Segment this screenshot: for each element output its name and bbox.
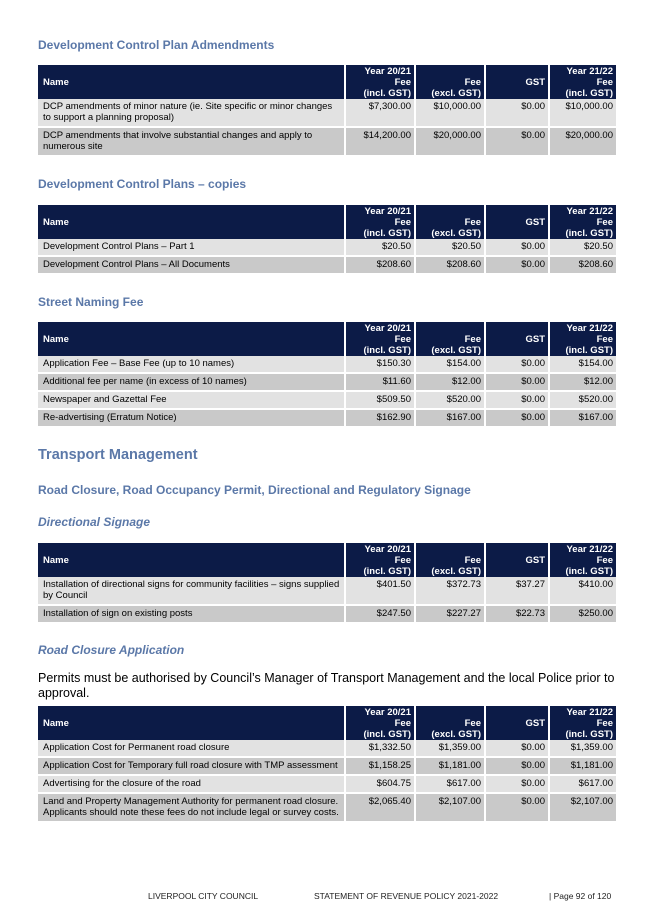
table-row [38,356,616,373]
column-header-year2021-fee [345,322,415,356]
column-header-fee-excl-gst [415,205,485,239]
fee-excl-gst-cell: $12.00 [415,373,485,391]
table-row [38,605,616,623]
column-header-year2021-fee [345,706,415,740]
column-header-gst [485,322,549,356]
column-header-line: Name [43,554,69,566]
column-header-line: Year 20/21 [364,65,411,77]
column-header-year2021-fee [345,543,415,577]
table-header-row [38,543,616,577]
column-header-gst [485,65,549,99]
section-heading-street-naming: Street Naming Fee [38,295,144,309]
gst-cell: $0.00 [485,356,549,373]
column-header-line: Year 21/22 [566,205,613,217]
fee-name-cell: Application Fee – Base Fee (up to 10 names) [38,356,345,373]
gst-cell: $0.00 [485,99,549,127]
table-header-row [38,65,616,99]
table-row [38,256,616,274]
column-header-line [489,729,545,740]
fee-name-cell: Newspaper and Gazettal Fee [38,391,345,409]
fee-year2122-cell: $1,181.00 [549,757,616,775]
column-header-line: (excl. GST) [431,565,481,577]
column-header-line [43,345,341,356]
column-header-line: Year 20/21 [364,322,411,334]
column-header-line [43,707,341,718]
fee-name-cell: DCP amendments of minor nature (ie. Site specific or minor changes to support a planning proposal) [38,99,345,127]
fee-year2021-cell: $401.50 [345,577,415,605]
fee-name-cell: Land and Property Management Authority for permanent road closure. Applicants should note these fees do not include legal or survey costs. [38,793,345,822]
table-row [38,99,616,127]
fee-year2021-cell: $162.90 [345,409,415,427]
column-header-name [38,205,345,239]
fee-year2122-cell: $208.60 [549,256,616,274]
fee-excl-gst-cell: $10,000.00 [415,99,485,127]
fee-year2122-cell: $410.00 [549,577,616,605]
fee-table-dcp-copies [38,205,616,275]
column-header-line: Year 21/22 [566,65,613,77]
fee-year2021-cell: $7,300.00 [345,99,415,127]
fee-year2021-cell: $1,158.25 [345,757,415,775]
column-header-fee-excl-gst [415,543,485,577]
fee-excl-gst-cell: $372.73 [415,577,485,605]
fee-year2021-cell: $1,332.50 [345,740,415,757]
column-header-line: Name [43,333,69,345]
fee-excl-gst-cell: $1,181.00 [415,757,485,775]
column-header-line: GST [525,333,545,345]
column-header-line: Year 20/21 [364,205,411,217]
fee-name-cell: DCP amendments that involve substantial changes and apply to numerous site [38,127,345,156]
column-header-name [38,65,345,99]
column-header-year2122-fee [549,543,616,577]
column-header-line: GST [525,717,545,729]
fee-excl-gst-cell: $20,000.00 [415,127,485,156]
gst-cell: $37.27 [485,577,549,605]
column-header-line [43,206,341,217]
column-header-line: (excl. GST) [431,728,481,740]
fee-excl-gst-cell: $208.60 [415,256,485,274]
column-header-line: (incl. GST) [565,87,613,99]
fee-name-cell: Application Cost for Permanent road closure [38,740,345,757]
gst-cell: $0.00 [485,391,549,409]
table-row [38,391,616,409]
column-header-gst [485,543,549,577]
column-header-line: (incl. GST) [363,728,411,740]
table-row [38,577,616,605]
column-header-year2122-fee [549,706,616,740]
column-header-line: Fee [596,717,613,729]
column-header-name [38,706,345,740]
column-header-line: (excl. GST) [431,227,481,239]
column-header-line: Fee [464,216,481,228]
fee-excl-gst-cell: $2,107.00 [415,793,485,822]
column-header-year2122-fee [549,322,616,356]
fee-table-road-closure [38,706,616,823]
gst-cell: $0.00 [485,740,549,757]
table-header-row [38,706,616,740]
column-header-line [489,707,545,718]
column-header-line: Name [43,76,69,88]
gst-cell: $0.00 [485,127,549,156]
column-header-line [43,544,341,555]
fee-excl-gst-cell: $20.50 [415,239,485,256]
gst-cell: $0.00 [485,409,549,427]
fee-year2021-cell: $14,200.00 [345,127,415,156]
column-header-line: Name [43,717,69,729]
column-header-line [43,566,341,577]
section-heading-dcp-copies: Development Control Plans – copies [38,177,247,191]
fee-excl-gst-cell: $1,359.00 [415,740,485,757]
fee-year2122-cell: $1,359.00 [549,740,616,757]
fee-year2122-cell: $154.00 [549,356,616,373]
column-header-year2122-fee [549,65,616,99]
column-header-line [419,707,481,718]
column-header-line: (incl. GST) [565,227,613,239]
section-heading-transport-management: Transport Management [38,447,198,463]
fee-name-cell: Development Control Plans – All Documents [38,256,345,274]
column-header-line: (incl. GST) [363,87,411,99]
column-header-line: (incl. GST) [565,728,613,740]
gst-cell: $0.00 [485,373,549,391]
column-header-line: (incl. GST) [565,344,613,356]
table-row [38,373,616,391]
fee-year2021-cell: $208.60 [345,256,415,274]
fee-name-cell: Installation of sign on existing posts [38,605,345,623]
column-header-line [489,206,545,217]
column-header-line [489,228,545,239]
column-header-line: GST [525,76,545,88]
column-header-line [43,729,341,740]
column-header-year2021-fee [345,65,415,99]
column-header-name [38,322,345,356]
column-header-line [489,66,545,77]
column-header-line: Fee [464,333,481,345]
fee-year2021-cell: $247.50 [345,605,415,623]
column-header-line: Fee [596,554,613,566]
subsection-heading-road-closure-signage: Road Closure, Road Occupancy Permit, Directional and Regulatory Signage [38,483,471,497]
column-header-fee-excl-gst [415,65,485,99]
fee-name-cell: Advertising for the closure of the road [38,775,345,793]
column-header-line [489,88,545,99]
gst-cell: $0.00 [485,239,549,256]
column-header-line [489,345,545,356]
table-row [38,127,616,156]
fee-year2122-cell: $2,107.00 [549,793,616,822]
fee-year2122-cell: $167.00 [549,409,616,427]
fee-excl-gst-cell: $167.00 [415,409,485,427]
fee-year2122-cell: $617.00 [549,775,616,793]
fee-year2122-cell: $520.00 [549,391,616,409]
column-header-line: (excl. GST) [431,87,481,99]
column-header-line: Fee [596,216,613,228]
column-header-line: Fee [394,216,411,228]
table-header-row [38,322,616,356]
fee-name-cell: Re-advertising (Erratum Notice) [38,409,345,427]
column-header-line: Fee [596,333,613,345]
fee-year2021-cell: $11.60 [345,373,415,391]
column-header-line: Year 20/21 [364,543,411,555]
footer-council-name: LIVERPOOL CITY COUNCIL [148,891,259,901]
column-header-line: (excl. GST) [431,344,481,356]
column-header-year2021-fee [345,205,415,239]
column-header-line: GST [525,216,545,228]
table-row [38,409,616,427]
footer-page-number: | Page 92 of 120 [549,891,612,901]
column-header-line: Fee [394,333,411,345]
fee-year2021-cell: $20.50 [345,239,415,256]
fee-name-cell: Additional fee per name (in excess of 10 names) [38,373,345,391]
column-header-line [419,544,481,555]
fee-name-cell: Application Cost for Temporary full road closure with TMP assessment [38,757,345,775]
table-header-row [38,205,616,239]
fee-name-cell: Development Control Plans – Part 1 [38,239,345,256]
fee-table-dcp-amendments [38,65,616,157]
column-header-line: (incl. GST) [363,565,411,577]
road-closure-note: Permits must be authorised by Council’s Manager of Transport Management and the local Police prior to approval. [38,671,615,700]
column-header-line: Fee [394,76,411,88]
fee-year2122-cell: $20.50 [549,239,616,256]
section-heading-road-closure-application: Road Closure Application [38,643,185,657]
column-header-line: (incl. GST) [565,565,613,577]
column-header-line: (incl. GST) [363,344,411,356]
table-row [38,775,616,793]
section-heading-directional-signage: Directional Signage [38,515,151,529]
gst-cell: $0.00 [485,757,549,775]
fee-year2122-cell: $12.00 [549,373,616,391]
fee-year2021-cell: $2,065.40 [345,793,415,822]
fee-year2021-cell: $604.75 [345,775,415,793]
fee-year2021-cell: $150.30 [345,356,415,373]
column-header-line [489,544,545,555]
column-header-line [43,228,341,239]
fee-excl-gst-cell: $154.00 [415,356,485,373]
column-header-line: Name [43,216,69,228]
column-header-line: Year 21/22 [566,322,613,334]
column-header-name [38,543,345,577]
fee-year2122-cell: $250.00 [549,605,616,623]
fee-excl-gst-cell: $520.00 [415,391,485,409]
column-header-line: Fee [464,717,481,729]
column-header-line [43,66,341,77]
column-header-line: Fee [394,554,411,566]
column-header-line: Fee [394,717,411,729]
table-row [38,757,616,775]
column-header-fee-excl-gst [415,322,485,356]
fee-year2122-cell: $20,000.00 [549,127,616,156]
column-header-line [419,323,481,334]
column-header-line: (incl. GST) [363,227,411,239]
fee-year2021-cell: $509.50 [345,391,415,409]
gst-cell: $0.00 [485,793,549,822]
column-header-gst [485,706,549,740]
column-header-line [419,206,481,217]
column-header-fee-excl-gst [415,706,485,740]
column-header-line [419,66,481,77]
column-header-line: GST [525,554,545,566]
column-header-line: Year 20/21 [364,706,411,718]
column-header-gst [485,205,549,239]
gst-cell: $0.00 [485,775,549,793]
column-header-line: Fee [596,76,613,88]
fee-excl-gst-cell: $617.00 [415,775,485,793]
column-header-line: Year 21/22 [566,543,613,555]
fee-table-directional-signage [38,543,616,624]
column-header-line [489,323,545,334]
fee-year2122-cell: $10,000.00 [549,99,616,127]
column-header-line [43,323,341,334]
column-header-line [43,88,341,99]
table-row [38,740,616,757]
column-header-year2122-fee [549,205,616,239]
column-header-line: Fee [464,554,481,566]
column-header-line [489,566,545,577]
fee-excl-gst-cell: $227.27 [415,605,485,623]
table-row [38,793,616,822]
column-header-line: Fee [464,76,481,88]
table-row [38,239,616,256]
gst-cell: $22.73 [485,605,549,623]
section-heading-dcp-amendments: Development Control Plan Admendments [38,38,275,52]
fee-name-cell: Installation of directional signs for community facilities – signs supplied by Council [38,577,345,605]
footer-document-title: STATEMENT OF REVENUE POLICY 2021-2022 [314,891,499,901]
fee-table-street-naming [38,322,616,428]
gst-cell: $0.00 [485,256,549,274]
column-header-line: Year 21/22 [566,706,613,718]
